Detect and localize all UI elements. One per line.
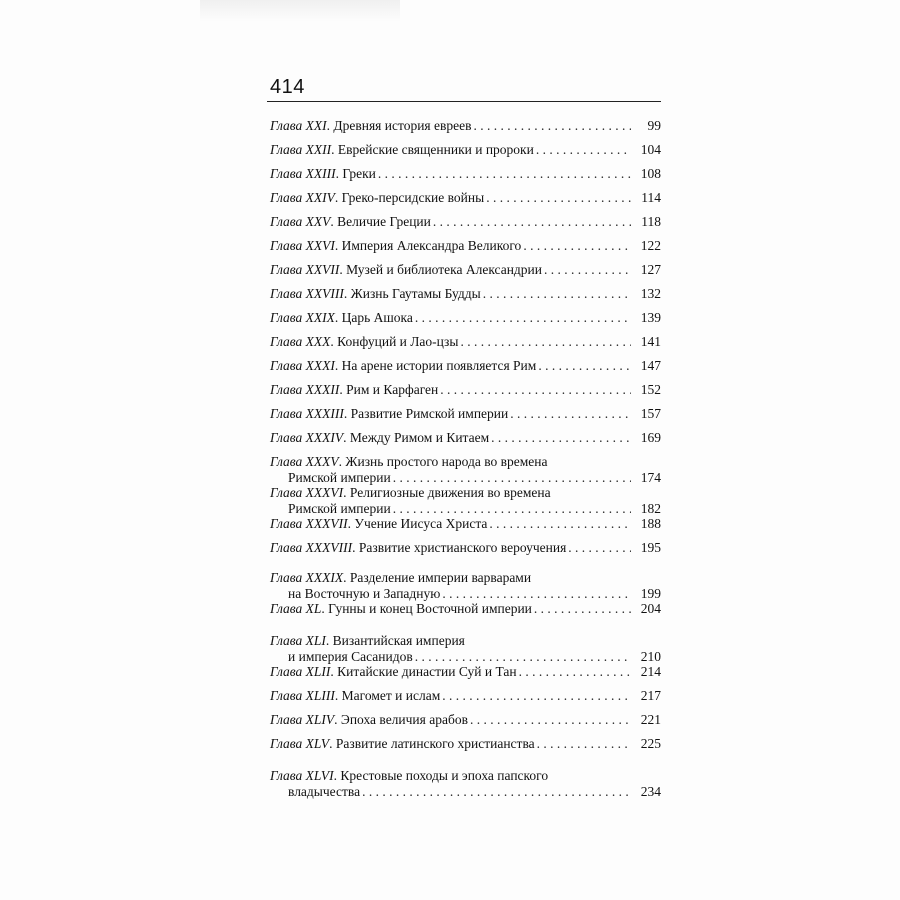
page-ref: 182 <box>640 501 661 516</box>
chapter-label: Глава XXXIX <box>270 570 344 585</box>
page-ref: 214 <box>640 664 661 679</box>
toc-entry <box>270 262 661 278</box>
toc-entry <box>270 688 661 704</box>
toc-entry <box>270 712 661 728</box>
leader-dots <box>415 649 631 665</box>
toc-entry <box>270 238 661 254</box>
chapter-title: Музей и библиотека Александрии <box>346 262 542 277</box>
leader-dots <box>538 358 631 374</box>
toc-entry <box>270 485 661 517</box>
label-separator: . <box>343 570 350 585</box>
chapter-title: Древняя история евреев <box>333 118 472 133</box>
chapter-label: Глава XLIII <box>270 688 335 703</box>
leader-dots <box>537 736 631 752</box>
chapter-label: Глава XXVIII <box>270 286 344 301</box>
chapter-title: Разделение империи варварами <box>349 570 532 585</box>
chapter-label: Глава XXXIII <box>270 406 344 421</box>
toc-entry <box>270 406 661 422</box>
page-ref: 195 <box>640 540 661 555</box>
chapter-label: Глава XLVI <box>270 768 334 783</box>
page-ref: 234 <box>640 784 661 799</box>
toc-entry <box>270 190 661 206</box>
page-ref: 225 <box>640 736 661 751</box>
label-separator: . <box>326 118 334 133</box>
chapter-title: Греки <box>342 166 376 181</box>
label-separator: . <box>343 485 350 500</box>
chapter-label: Глава XXXIV <box>270 430 344 445</box>
toc-entry <box>270 142 661 158</box>
label-separator: . <box>325 633 333 648</box>
chapter-title: Развитие латинского христианства <box>335 736 535 751</box>
leader-dots <box>415 310 631 326</box>
leader-dots <box>491 430 631 446</box>
chapter-title: Греко-персидские войны <box>341 190 485 205</box>
page-ref: 132 <box>640 286 661 301</box>
chapter-label: Глава XXXII <box>270 382 340 397</box>
toc-entry <box>270 430 661 446</box>
chapter-title: Развитие Римской империи <box>350 406 509 421</box>
chapter-label: Глава XXIX <box>270 310 335 325</box>
label-separator: . <box>347 516 355 531</box>
chapter-label: Глава XXXVIII <box>270 540 353 555</box>
chapter-label: Глава XXX <box>270 334 331 349</box>
chapter-title: Еврейские священники и пророки <box>337 142 534 157</box>
chapter-label: Глава XXVII <box>270 262 340 277</box>
chapter-title: Жизнь простого народа во времена <box>345 454 548 469</box>
chapter-label: Глава XXXI <box>270 358 335 373</box>
chapter-title-continuation: Римской империи <box>288 501 391 516</box>
chapter-label: Глава XLIV <box>270 712 335 727</box>
leader-dots <box>473 118 631 134</box>
label-separator: . <box>334 310 342 325</box>
page-ref: 174 <box>640 470 661 485</box>
chapter-title: Гунны и конец Восточной империи <box>328 601 532 616</box>
chapter-title: Византийская империя <box>332 633 465 648</box>
toc-entry <box>270 214 661 230</box>
chapter-title: Китайские династии Суй и Тан <box>337 664 517 679</box>
leader-dots <box>544 262 631 278</box>
leader-dots <box>536 142 631 158</box>
leader-dots <box>442 586 631 602</box>
label-separator: . <box>330 664 338 679</box>
toc-entry <box>270 601 661 617</box>
toc-entry <box>270 570 661 602</box>
chapter-label: Глава XXII <box>270 142 332 157</box>
leader-dots <box>440 382 631 398</box>
chapter-title-continuation: Римской империи <box>288 470 391 485</box>
chapter-label: Глава XLV <box>270 736 330 751</box>
leader-dots <box>534 601 631 617</box>
leader-dots <box>460 334 631 350</box>
page-ref: 199 <box>640 586 661 601</box>
leader-dots <box>393 501 631 517</box>
label-separator: . <box>334 688 342 703</box>
leader-dots <box>510 406 631 422</box>
page-ref: 127 <box>640 262 661 277</box>
label-separator: . <box>329 736 336 751</box>
page-ref: 99 <box>647 118 661 133</box>
chapter-label: Глава XXXV <box>270 454 339 469</box>
chapter-title: Жизнь Гаутамы Будды <box>350 286 481 301</box>
chapter-title: Религиозные движения во времена <box>349 485 551 500</box>
chapter-title: Развитие христианского вероучения <box>358 540 567 555</box>
leader-dots <box>486 190 631 206</box>
label-separator: . <box>330 334 338 349</box>
page-ref: 204 <box>640 601 661 616</box>
chapter-label: Глава XXIII <box>270 166 336 181</box>
leader-dots <box>489 516 631 532</box>
chapter-title: Величие Греции <box>337 214 431 229</box>
toc-entry <box>270 358 661 374</box>
leader-dots <box>442 688 631 704</box>
leader-dots <box>568 540 631 556</box>
page-number: 414 <box>270 76 305 98</box>
toc-entry <box>270 454 661 486</box>
label-separator: . <box>334 190 342 205</box>
page-ref: 108 <box>640 166 661 181</box>
page-edge-shadow <box>200 0 400 22</box>
page-ref: 152 <box>640 382 661 397</box>
page-ref: 217 <box>640 688 661 703</box>
label-separator: . <box>338 454 346 469</box>
toc-entry <box>270 166 661 182</box>
chapter-label: Глава XXXVI <box>270 485 344 500</box>
chapter-title: Рим и Карфаген <box>346 382 439 397</box>
page-ref: 139 <box>640 310 661 325</box>
label-separator: . <box>334 238 342 253</box>
toc-entry <box>270 334 661 350</box>
chapter-label: Глава XXVI <box>270 238 335 253</box>
toc-entry <box>270 633 661 665</box>
page-ref: 210 <box>640 649 661 664</box>
chapter-title: Эпоха величия арабов <box>340 712 468 727</box>
page-ref: 114 <box>641 190 661 205</box>
chapter-title: Между Римом и Китаем <box>349 430 490 445</box>
label-separator: . <box>331 142 338 157</box>
chapter-label: Глава XXXVII <box>270 516 348 531</box>
label-separator: . <box>321 601 329 616</box>
chapter-label: Глава XXI <box>270 118 327 133</box>
label-separator: . <box>335 166 343 181</box>
header-rule <box>267 101 661 102</box>
page-ref: 104 <box>640 142 661 157</box>
label-separator: . <box>352 540 359 555</box>
page-ref: 188 <box>640 516 661 531</box>
leader-dots <box>393 470 631 486</box>
toc-entry <box>270 540 661 556</box>
page-ref: 147 <box>640 358 661 373</box>
toc-entry <box>270 664 661 680</box>
chapter-label: Глава XXV <box>270 214 331 229</box>
chapter-title: Учение Иисуса Христа <box>354 516 488 531</box>
leader-dots <box>483 286 631 302</box>
chapter-title: Магомет и ислам <box>341 688 441 703</box>
toc-entry <box>270 286 661 302</box>
leader-dots <box>433 214 631 230</box>
toc-entry <box>270 736 661 752</box>
chapter-title: На арене истории появляется Рим <box>341 358 537 373</box>
leader-dots <box>378 166 631 182</box>
page-ref: 221 <box>640 712 661 727</box>
chapter-title-continuation: владычества <box>288 784 361 799</box>
leader-dots <box>519 664 631 680</box>
chapter-title-continuation: на Восточную и Западную <box>288 586 441 601</box>
label-separator: . <box>334 712 341 727</box>
label-separator: . <box>330 214 338 229</box>
toc-entry <box>270 516 661 532</box>
chapter-title: Царь Ашока <box>341 310 413 325</box>
label-separator: . <box>339 382 347 397</box>
toc-entry <box>270 118 661 134</box>
label-separator: . <box>339 262 347 277</box>
leader-dots <box>470 712 631 728</box>
chapter-title-continuation: и империя Сасанидов <box>288 649 413 664</box>
chapter-title: Конфуций и Лао-цзы <box>337 334 459 349</box>
chapter-label: Глава XLI <box>270 633 326 648</box>
page-ref: 141 <box>640 334 661 349</box>
toc-entry <box>270 382 661 398</box>
leader-dots <box>362 784 631 800</box>
chapter-label: Глава XXIV <box>270 190 335 205</box>
chapter-label: Глава XLII <box>270 664 331 679</box>
chapter-title: Империя Александра Великого <box>341 238 522 253</box>
label-separator: . <box>343 286 351 301</box>
label-separator: . <box>333 768 341 783</box>
toc-entry <box>270 310 661 326</box>
label-separator: . <box>343 430 350 445</box>
chapter-label: Глава XL <box>270 601 322 616</box>
leader-dots <box>523 238 631 254</box>
page-ref: 157 <box>640 406 661 421</box>
toc-entry <box>270 768 661 800</box>
label-separator: . <box>334 358 342 373</box>
page-ref: 122 <box>640 238 661 253</box>
chapter-title: Крестовые походы и эпоха папского <box>340 768 549 783</box>
label-separator: . <box>343 406 351 421</box>
page-ref: 169 <box>640 430 661 445</box>
page-ref: 118 <box>641 214 661 229</box>
